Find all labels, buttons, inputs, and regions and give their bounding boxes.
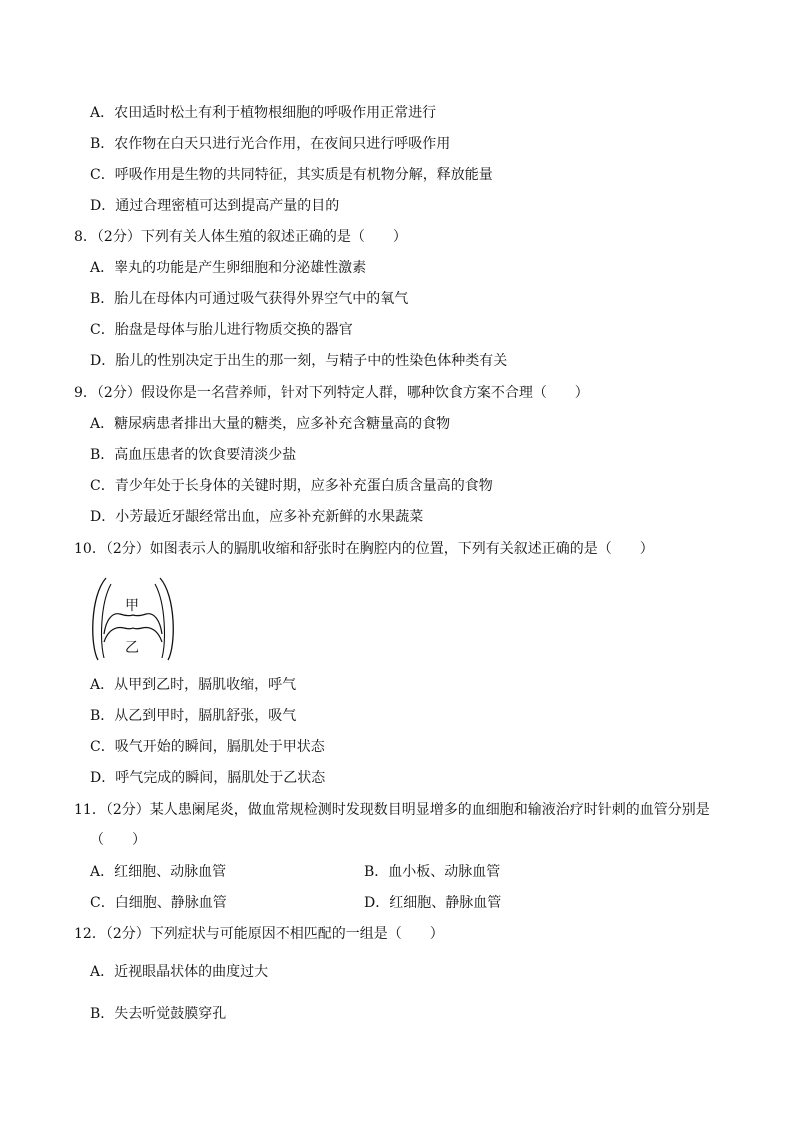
q12-option-b: B．失去听觉鼓膜穿孔 <box>90 1006 227 1022</box>
q7-option-a: A．农田适时松土有利于植物根细胞的呼吸作用正常进行 <box>90 105 437 121</box>
q12-option-a: A．近视眼晶状体的曲度过大 <box>90 964 269 980</box>
diaphragm-diagram <box>92 576 174 662</box>
q7-option-c: C．呼吸作用是生物的共同特征，其实质是有机物分解，释放能量 <box>90 167 493 183</box>
q10-option-d: D．呼气完成的瞬间，膈肌处于乙状态 <box>90 770 326 786</box>
q11-option-c: C．白细胞、静脉血管 <box>90 895 227 911</box>
q11-option-d: D．红细胞、静脉血管 <box>364 895 502 911</box>
label-jia: 甲 <box>125 598 139 614</box>
q8-stem: 8．（2分）下列有关人体生殖的叙述正确的是（ ） <box>74 229 407 245</box>
q11-stem: 11．（2分）某人患阑尾炎，做血常规检测时发现数目明显增多的血细胞和输液治疗时针刺的血管分别是 <box>74 802 710 818</box>
q7-option-d: D．通过合理密植可达到提高产量的目的 <box>90 198 340 214</box>
chest-wall-right <box>160 578 173 660</box>
q12-stem: 12．（2分）下列症状与可能原因不相匹配的一组是（ ） <box>74 926 444 942</box>
q10-option-a: A．从甲到乙时，膈肌收缩，呼气 <box>90 677 297 693</box>
q9-stem: 9．（2分）假设你是一名营养师，针对下列特定人群，哪种饮食方案不合理（ ） <box>74 385 589 401</box>
chest-inner-left <box>102 584 111 658</box>
diaphragm-state-a <box>104 614 162 634</box>
q9-option-d: D．小芳最近牙龈经常出血，应多补充新鲜的水果蔬菜 <box>90 509 424 525</box>
q8-option-d: D．胎儿的性别决定于出生的那一刻，与精子中的性染色体种类有关 <box>90 353 508 369</box>
q9-option-b: B．高血压患者的饮食要清淡少盐 <box>90 447 297 463</box>
q11-option-b: B．血小板、动脉血管 <box>364 864 501 880</box>
chest-inner-right <box>155 584 164 658</box>
q8-option-c: C．胎盘是母体与胎儿进行物质交换的器官 <box>90 322 353 338</box>
q8-option-b: B．胎儿在母体内可通过吸气获得外界空气中的氧气 <box>90 291 409 307</box>
q10-stem: 10．（2分）如图表示人的膈肌收缩和舒张时在胸腔内的位置，下列有关叙述正确的是（ ） <box>74 541 654 557</box>
q10-option-b: B．从乙到甲时，膈肌舒张，吸气 <box>90 708 297 724</box>
label-yi: 乙 <box>125 640 139 656</box>
q9-option-a: A．糖尿病患者排出大量的糖类，应多补充含糖量高的食物 <box>90 416 451 432</box>
q10-option-c: C．吸气开始的瞬间，膈肌处于甲状态 <box>90 739 325 755</box>
q11-stem-continuation: （ ） <box>90 832 146 848</box>
q8-option-a: A．睾丸的功能是产生卵细胞和分泌雄性激素 <box>90 260 367 276</box>
q7-option-b: B．农作物在白天只进行光合作用，在夜间只进行呼吸作用 <box>90 136 451 152</box>
chest-wall-left <box>93 578 106 660</box>
q11-option-a: A．红细胞、动脉血管 <box>90 864 227 880</box>
q9-option-c: C．青少年处于长身体的关键时期，应多补充蛋白质含量高的食物 <box>90 478 493 494</box>
